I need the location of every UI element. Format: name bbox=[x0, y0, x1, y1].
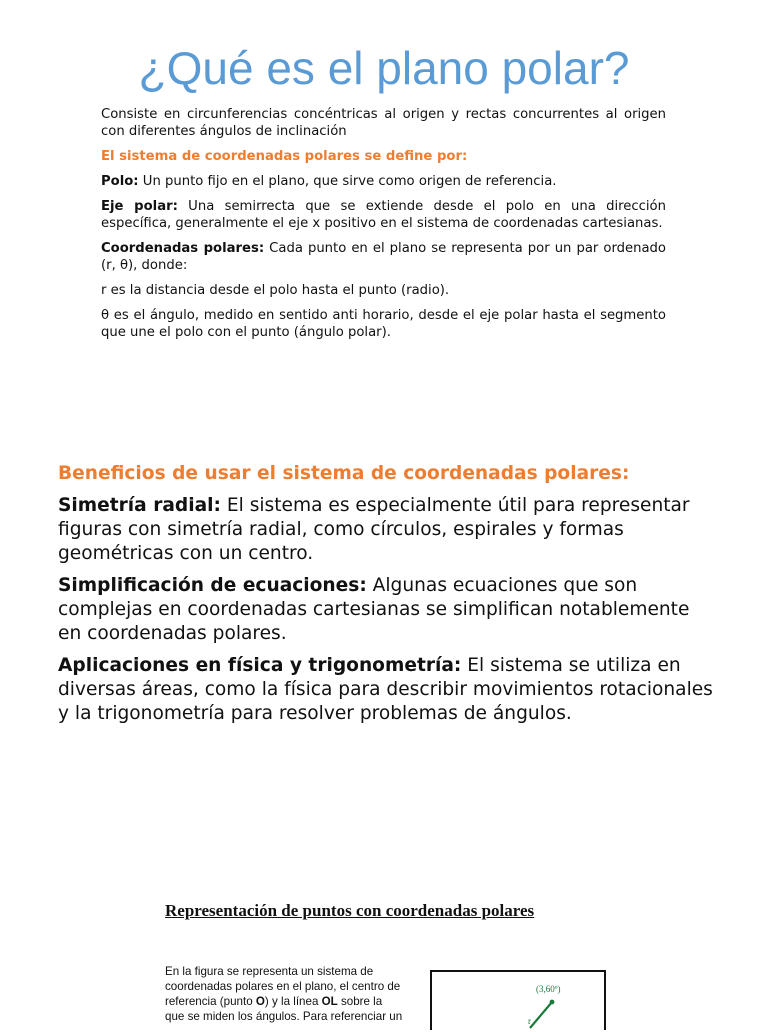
intro-section bbox=[101, 106, 666, 349]
rep-text-part: referencia (punto bbox=[165, 995, 256, 1008]
rep-line: coordenadas polares en el plano, el centro de bbox=[165, 980, 401, 993]
polo-text: Un punto fijo en el plano, que sirve como origen de referencia. bbox=[138, 174, 557, 189]
point-o-label: O bbox=[255, 995, 265, 1008]
eje-text: Una semirrecta que se extiende desde el polo en una dirección específica, generalmente el eje x positivo en el sistema de coordenadas cartesianas. bbox=[101, 199, 666, 231]
polar-figure bbox=[430, 970, 606, 1030]
polar-figure-drawing bbox=[432, 972, 608, 1032]
rep-text-part: sobre la bbox=[337, 995, 383, 1008]
benefit-item bbox=[58, 574, 713, 646]
definition-heading: El sistema de coordenadas polares se define por: bbox=[101, 149, 468, 164]
eje-label: Eje polar: bbox=[101, 199, 178, 214]
benefit-item bbox=[58, 654, 713, 726]
coord-text: Cada punto en el plano se representa por un par ordenado (r, θ), donde: bbox=[101, 241, 667, 273]
coord-definition bbox=[101, 240, 666, 274]
rep-line: que se miden los ángulos. Para referenciar un bbox=[165, 1010, 403, 1023]
rep-text-part: ) y la línea bbox=[264, 995, 322, 1008]
benefit-label: Simetría radial: bbox=[58, 495, 221, 516]
theta-definition: θ es el ángulo, medido en sentido anti horario, desde el eje polar hasta el segmento que une el polo con el punto (ángulo polar). bbox=[101, 308, 666, 340]
polar-ray bbox=[530, 1002, 552, 1028]
coord-label: Coordenadas polares: bbox=[101, 241, 265, 256]
rep-line: En la figura se representa un sistema de bbox=[165, 965, 374, 978]
benefit-label: Aplicaciones en física y trigonometría: bbox=[58, 655, 462, 676]
benefit-text: Algunas ecuaciones que son complejas en coordenadas cartesianas se simplifican notablemente en coordenadas polares. bbox=[58, 575, 690, 644]
polo-label: Polo: bbox=[101, 174, 139, 189]
benefit-item bbox=[58, 494, 713, 566]
benefits-section bbox=[58, 462, 713, 734]
polar-point bbox=[550, 1000, 555, 1005]
benefits-heading: Beneficios de usar el sistema de coordenadas polares: bbox=[58, 463, 630, 484]
polar-point-label: (3,60º) bbox=[536, 984, 561, 994]
intro-paragraph: Consiste en circunferencias concéntricas al origen y rectas concurrentes al origen con diferentes ángulos de inclinación bbox=[101, 107, 666, 139]
benefit-label: Simplificación de ecuaciones: bbox=[58, 575, 367, 596]
r-definition: r es la distancia desde el polo hasta el punto (radio). bbox=[101, 283, 450, 298]
rep-line bbox=[165, 994, 425, 1009]
polo-definition bbox=[101, 173, 666, 190]
line-ol-label: OL bbox=[321, 995, 338, 1008]
benefit-text: El sistema es especialmente útil para representar figuras con simetría radial, como círculos, espirales y formas geométricas con un centro. bbox=[58, 495, 690, 564]
page-title: ¿Qué es el plano polar? bbox=[138, 42, 630, 94]
representation-title: Representación de puntos con coordenadas polares bbox=[165, 901, 535, 920]
representation-text bbox=[165, 964, 425, 1024]
polar-radius-label: r bbox=[528, 1016, 531, 1026]
benefit-text: El sistema se utiliza en diversas áreas, como la física para describir movimientos rotacionales y la trigonometría para resolver problemas de ángulos. bbox=[58, 655, 713, 724]
eje-definition bbox=[101, 198, 666, 232]
